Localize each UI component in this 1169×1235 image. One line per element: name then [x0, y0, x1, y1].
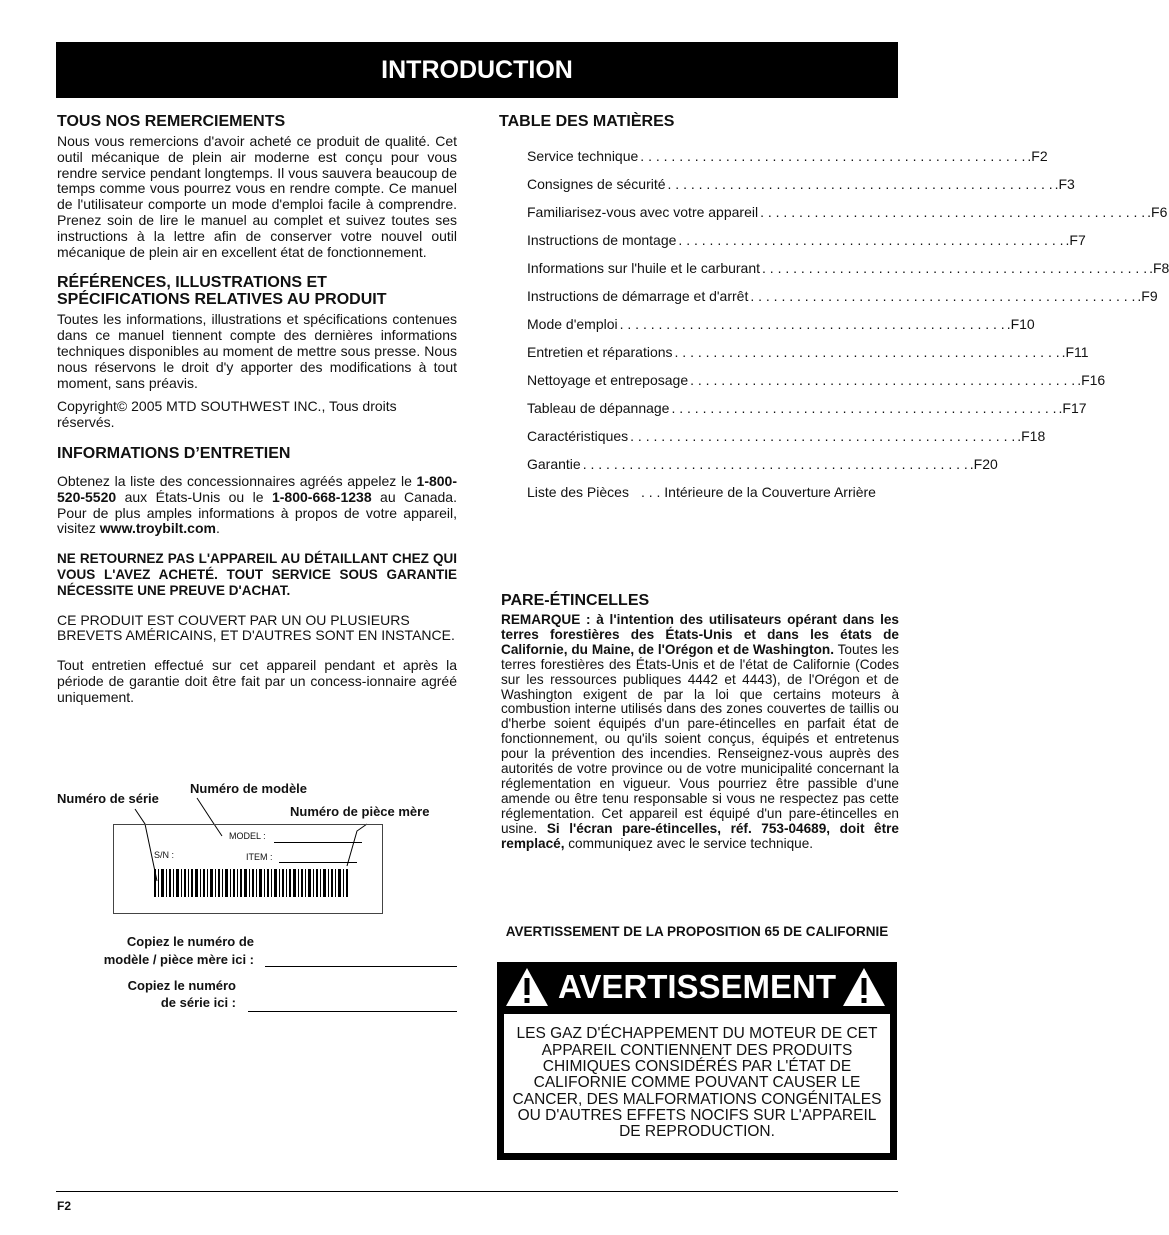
toc-item	[527, 310, 1035, 338]
spark-replace-text: communiquez avec le service technique.	[564, 835, 814, 851]
table-of-contents	[527, 142, 1169, 506]
copy-serial-blank	[248, 1011, 457, 1012]
toc-item-title: Instructions de démarrage et d'arrêt	[527, 288, 749, 304]
patents-text: CE PRODUIT EST COUVERT PAR UN OU PLUSIEURS BREVETS AMÉRICAINS, ET D'AUTRES SONT EN INSTANCE.	[57, 611, 455, 644]
toc-leader-dots: . . . . . . . . . . . . . . . . . . . . . . . . . . . . . . . . . . . . . . . . . . . . . . . . . .	[582, 456, 968, 472]
toc-item	[527, 450, 998, 478]
contact-text: .	[215, 520, 220, 537]
toc-item-page: .F16	[1077, 372, 1106, 388]
copy-model-line2: modèle / pièce mère ici :	[103, 952, 254, 967]
toc-item-title: Informations sur l'huile et le carburant	[527, 260, 761, 276]
toc-leader-dots: . . . . . . . . . . . . . . . . . . . . . . . . . . . . . . . . . . . . . . . . . . . . . . . . . .	[678, 232, 1064, 248]
toc-gap	[629, 478, 641, 506]
copy-serial-line1: Copiez le numéro	[127, 978, 236, 993]
warning-box	[497, 962, 897, 1160]
toc-leader-dots: . . . . . . . . . . . . . . . . . . . . . . . . . . . . . . . . . . . . . . . . . . . . . . . . . .	[674, 344, 1060, 360]
toc-item	[527, 226, 1086, 254]
toc-item	[527, 170, 1075, 198]
plate-model-line	[274, 842, 362, 843]
toc-item-page: .F18	[1017, 428, 1046, 444]
toc-item-page: .F10	[1006, 316, 1035, 332]
toc-item-title: Service technique	[527, 148, 639, 164]
copy-model-line1: Copiez le numéro de	[126, 934, 254, 949]
spark-text	[501, 613, 899, 852]
toc-item-page: .F7	[1065, 232, 1086, 248]
thanks-heading: TOUS NOS REMERCIEMENTS	[57, 113, 286, 130]
contact-text: aux États-Unis ou le	[116, 488, 272, 505]
website-link: www.troybilt.com	[99, 520, 216, 537]
right-column	[499, 113, 1169, 506]
toc-item	[527, 338, 1089, 366]
warning-text: LES GAZ D'ÉCHAPPEMENT DU MOTEUR DE CET APPAREIL CONTIENNENT DES PRODUITS CHIMIQUES CONSIDÉRÉS PAR L'ÉTAT DE CALIFORNIE COMME POUVANT CAUSER LE CANCER, DES MALFORMATIONS CONGÉNITALES OU D'AUTRES EFFETS NOCIFS SUR L'APPAREIL DE REPRODUCTION.	[512, 1025, 882, 1141]
spark-replace-bold: Si l'écran pare-étincelles, réf. 753-04689, doit être remplacé,	[501, 820, 899, 851]
toc-item-title: Garantie	[527, 456, 581, 472]
toc-item-page: .F20	[969, 456, 998, 472]
service-text: Tout entretien effectué sur cet appareil pendant et après la période de garantie doit être fait par un concess-ionnaire agréé uniquement.	[57, 657, 457, 705]
banner-title: INTRODUCTION	[381, 55, 573, 84]
plate-model: MODEL :	[229, 831, 266, 841]
warning-title: AVERTISSEMENT	[557, 968, 837, 1005]
maintenance-contact	[57, 474, 457, 537]
toc-item-title: Nettoyage et entreposage	[527, 372, 689, 388]
copyright-text: Copyright© 2005 MTD SOUTHWEST INC., Tous droits réservés.	[57, 398, 397, 431]
serial-plate	[113, 824, 383, 914]
maintenance-heading: INFORMATIONS D’ENTRETIEN	[57, 444, 291, 462]
plate-sn: S/N :	[154, 850, 175, 860]
toc-leader-dots: . . . . . . . . . . . . . . . . . . . . . . . . . . . . . . . . . . . . . . . . . . . . . . . . . .	[760, 204, 1146, 220]
toc-leader-dots: . . . . . . . . . . . . . . . . . . . . . . . . . . . . . . . . . . . . . . . . . . . . . . . . . .	[640, 148, 1026, 164]
section-banner	[56, 42, 898, 98]
prop65-heading: AVERTISSEMENT DE LA PROPOSITION 65 DE CALIFORNIE	[505, 924, 889, 939]
toc-item	[527, 254, 1169, 282]
spark-arrester-section	[501, 592, 899, 860]
toc-item-title: Familiarisez-vous avec votre appareil	[527, 204, 759, 220]
toc-item-title: Entretien et réparations	[527, 344, 673, 360]
toc-item	[527, 142, 1048, 170]
barcode-icon	[154, 869, 350, 897]
toc-leader-dots: . . . . . . . . . . . . . . . . . . . . . . . . . . . . . . . . . . . . . . . . . . . . . . . . . .	[619, 316, 1005, 332]
model-number-label: Numéro de modèle	[190, 781, 308, 796]
phone-canada: 1-800-668-1238	[271, 488, 372, 505]
toc-item	[527, 366, 1106, 394]
toc-item	[527, 478, 895, 506]
toc-item-page: .F11	[1061, 344, 1089, 360]
toc-leader-dots: . . . . . . . . . . . . . . . . . . . . . . . . . . . . . . . . . . . . . . . . . . . . . . . . . .	[750, 288, 1136, 304]
toc-leader-dots: . . . . . . . . . . . . . . . . . . . . . . . . . . . . . . . . . . . . . . . . . . . . . . . . . .	[762, 260, 1148, 276]
return-warning: NE RETOURNEZ PAS L'APPAREIL AU DÉTAILLANT CHEZ QUI VOUS L'AVEZ ACHETÉ. TOUT SERVICE SOUS GARANTIE NÉCESSITE UNE PREUVE D'ACHAT.	[57, 551, 457, 598]
serial-label-diagram	[57, 776, 462, 1026]
plate-item: ITEM :	[246, 852, 273, 862]
toc-item-title: Caractéristiques	[527, 428, 629, 444]
toc-item-page: .F8	[1149, 260, 1169, 276]
toc-item-page: .F9	[1137, 288, 1158, 304]
toc-item-page: .F2	[1027, 148, 1048, 164]
toc-item-page: .F3	[1054, 176, 1075, 192]
copy-serial-line2: de série ici :	[160, 995, 236, 1010]
spark-notice-text: Toutes les terres forestières des États-Unis et de l'état de Californie (Codes sur les ressources publiques 4442 et 4443), de l'Orégon et de Washington exigent de par la loi que certains moteurs à combustion interne utilisés dans des zones couvertes de taillis ou d'herbe soient équipés d'un pare-étincelles en parfait état de fonctionnement, ou qu'ils soient conçus, équipés et entretenus pour la prévention des incendies. Renseignez-vous auprès des autorités de votre province ou de votre municipalité concernant la réglementation en vigueur. Vous pourriez être passible d'une amende ou être tenu responsable si vous ne respectez pas cette réglementation. Cet appareil est équipé d'un pare-étincelles en usine.	[501, 641, 899, 836]
toc-item-page: . . . Intérieure de la Couverture Arrière	[640, 484, 876, 500]
toc-item-page: .F6	[1147, 204, 1168, 220]
copy-model-blank	[265, 966, 457, 967]
toc-item	[527, 282, 1158, 310]
toc-leader-dots: . . . . . . . . . . . . . . . . . . . . . . . . . . . . . . . . . . . . . . . . . . . . . . . . . .	[667, 176, 1053, 192]
contact-text: au Canada. Pour de plus amples informations à propos de votre appareil, visitez	[57, 488, 457, 537]
toc-item-title: Instructions de montage	[527, 232, 677, 248]
toc-heading: TABLE DES MATIÈRES	[499, 113, 675, 130]
thanks-text: Nous vous remercions d'avoir acheté ce produit de qualité. Cet outil mécanique de plein air moderne est conçu pour vous rendre service pendant longtemps. Il vous sauvera beaucoup de temps comme vous pourrez vous en rendre compte. Ce manuel de l'utilisateur comporte un mode d'emploi facile à comprendre. Prenez soin de lire le manuel au complet et suivez toutes ses instructions à la lettre afin de conserver votre nouvel outil mécanique de plein air en excellent état de fonctionnement.	[57, 133, 457, 260]
toc-item-page: .F17	[1058, 400, 1087, 416]
serial-number-label: Numéro de série	[57, 791, 159, 806]
spark-notice-bold: REMARQUE : à l'intention des utilisateurs opérant dans les terres forestières des États-Unis et dans les états de Californie, du Maine, de l'Orégon et de Washington.	[501, 612, 899, 657]
contact-text: Obtenez la liste des concessionnaires agréés appelez le	[57, 472, 417, 489]
warning-triangle-icon	[841, 966, 887, 1008]
toc-leader-dots: . . . . . . . . . . . . . . . . . . . . . . . . . . . . . . . . . . . . . . . . . . . . . . . . . .	[630, 428, 1016, 444]
toc-item-title: Liste des Pièces	[527, 484, 629, 500]
references-text: Toutes les informations, illustrations et spécifications contenues dans ce manuel tiennent compte des dernières informations techniques disponibles au moment de mettre sous presse. Nous nous réservons le droit d'y apporter des modifications à tout moment, sans préavis.	[57, 311, 457, 391]
left-column	[57, 113, 457, 714]
toc-item	[527, 394, 1087, 422]
footer-rule	[56, 1191, 898, 1192]
toc-leader-dots: . . . . . . . . . . . . . . . . . . . . . . . . . . . . . . . . . . . . . . . . . . . . . . . . . .	[690, 372, 1076, 388]
toc-leader-dots: . . . . . . . . . . . . . . . . . . . . . . . . . . . . . . . . . . . . . . . . . . . . . . . . . .	[671, 400, 1057, 416]
warning-body	[504, 1014, 890, 1153]
toc-item	[527, 198, 1168, 226]
toc-item	[527, 422, 1046, 450]
phone-us: 1-800-520-5520	[57, 472, 457, 505]
item-number-label: Numéro de pièce mère	[290, 804, 430, 819]
references-heading: RÉFÉRENCES, ILLUSTRATIONS ET SPÉCIFICATIONS RELATIVES AU PRODUIT	[57, 274, 387, 309]
spark-heading: PARE-ÉTINCELLES	[501, 592, 650, 609]
toc-item-title: Mode d'emploi	[527, 316, 618, 332]
toc-item-title: Tableau de dépannage	[527, 400, 670, 416]
page-number: F2	[57, 1199, 72, 1213]
toc-item-title: Consignes de sécurité	[527, 176, 666, 192]
plate-item-line	[279, 862, 357, 863]
